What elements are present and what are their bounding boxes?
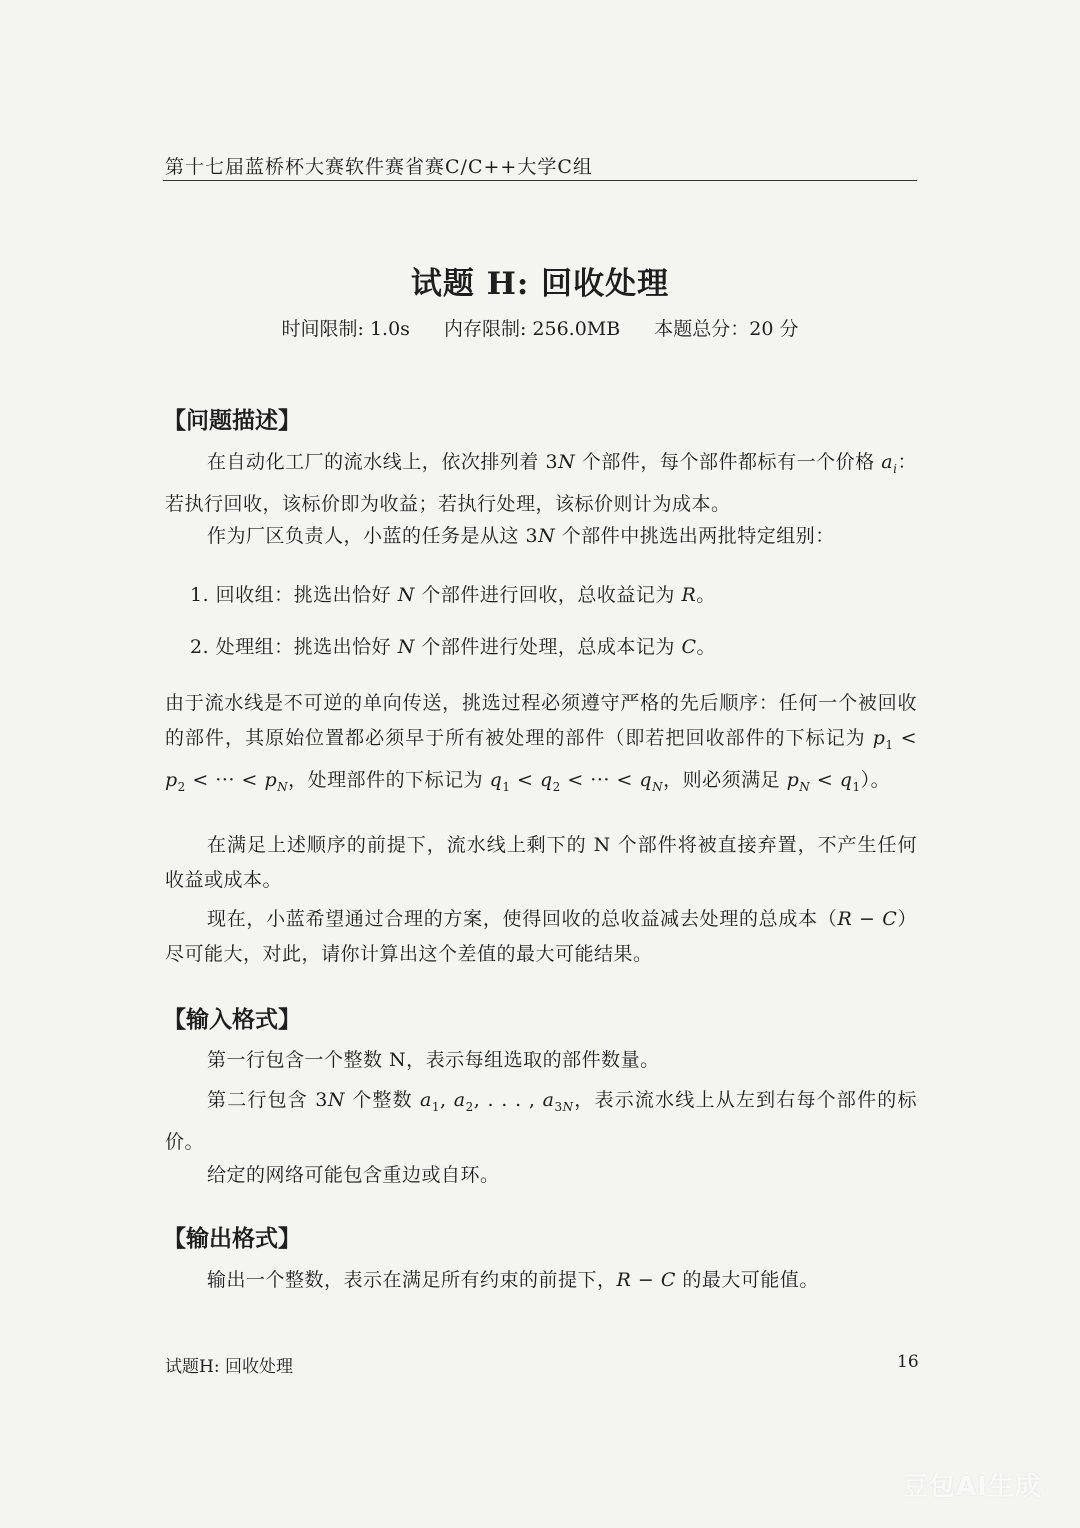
description-paragraph-2: 作为厂区负责人，小蓝的任务是从这 3N 个部件中挑选出两批特定组别： — [207, 525, 835, 547]
time-limit: 时间限制: 1.0s — [281, 318, 410, 340]
input-line-1: 第一行包含一个整数 N，表示每组选取的部件数量。 — [207, 1049, 660, 1071]
problem-limits — [0, 314, 1080, 341]
input-line-3: 给定的网络可能包含重边或自环。 — [207, 1164, 500, 1186]
input-format-heading: 【输入格式】 — [163, 1007, 301, 1033]
description-paragraph-5: 现在，小蓝希望通过合理的方案，使得回收的总收益减去处理的总成本（R − C）尽可能大，对此，请你计算出这个差值的最大可能结果。 — [165, 908, 917, 965]
header-rule — [163, 180, 917, 181]
list-item-process: 2. 处理组：挑选出恰好 N 个部件进行处理，总成本记为 C。 — [190, 636, 716, 658]
running-header: 第十七届蓝桥杯大赛软件赛省赛C/C++大学C组 — [165, 156, 593, 178]
score: 本题总分：20 分 — [654, 318, 799, 340]
footer-problem-label: 试题H: 回收处理 — [165, 1357, 293, 1377]
watermark: 豆包AI生成 — [902, 1472, 1042, 1502]
description-paragraph-3: 由于流水线是不可逆的单向传送，挑选过程必须遵守严格的先后顺序：任何一个被回收的部件，其原始位置都必须早于所有被处理的部件（即若把回收部件的下标记为 $p_1 < p_2$ < ··· < $p_N$，处理部件的下标记为 $q_1 < q_2$ < ··· < $q_N$，则必须满足 $p_N < q_1$）。 — [165, 692, 917, 794]
output-line-1: 输出一个整数，表示在满足所有约束的前提下，R − C 的最大可能值。 — [207, 1269, 819, 1291]
list-item-recycle: 1. 回收组：挑选出恰好 N 个部件进行回收，总收益记为 R。 — [190, 584, 716, 606]
problem-title: 试题 H: 回收处理 — [410, 266, 670, 302]
memory-limit: 内存限制: 256.0MB — [443, 318, 621, 340]
output-format-heading: 【输出格式】 — [163, 1226, 301, 1252]
description-heading: 【问题描述】 — [163, 408, 301, 434]
description-paragraph-1: 在自动化工厂的流水线上，依次排列着 3N 个部件，每个部件都标有一个价格 $a_i$：若执行回收，该标价即为收益；若执行处理，该标价则计为成本。 — [165, 451, 917, 515]
description-paragraph-4: 在满足上述顺序的前提下，流水线上剩下的 N 个部件将被直接弃置，不产生任何收益或成本。 — [165, 834, 917, 891]
input-line-2: 第二行包含 3N 个整数 $a_1$, $a_2$, . . . , $a_{3N}$，表示流水线上从左到右每个部件的标价。 — [165, 1089, 917, 1153]
page-number: 16 — [897, 1352, 919, 1372]
